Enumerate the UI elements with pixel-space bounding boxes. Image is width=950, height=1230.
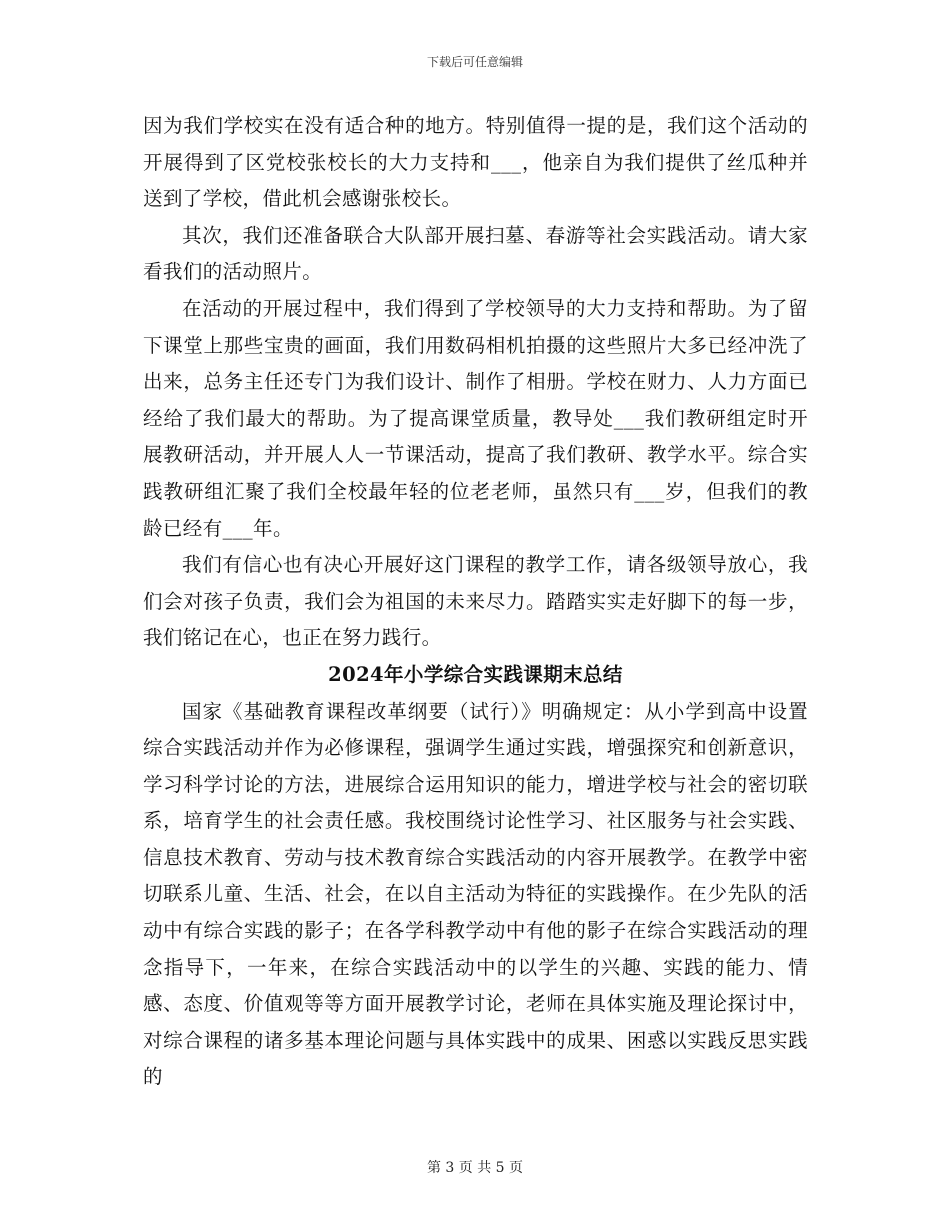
paragraph-confidence: 我们有信心也有决心开展好这门课程的教学工作，请各级领导放心，我们会对孩子负责，我们会为祖国的未来尽力。踏踏实实走好脚下的每一步，我们铭记在心，也正在努力践行。: [143, 553, 808, 650]
paragraph-continued: 因为我们学校实在没有适合种的地方。特别值得一提的是，我们这个活动的开展得到了区党校张校长的大力支持和___，他亲自为我们提供了丝瓜种并送到了学校，借此机会感谢张校长。: [143, 114, 808, 211]
paragraph-leadership-support: 在活动的开展过程中，我们得到了学校领导的大力支持和帮助。为了留下课堂上那些宝贵的画面，我们用数码相机拍摄的这些照片大多已经冲洗了出来，总务主任还专门为我们设计、制作了相册。学校在财力、人力方面已经给了我们最大的帮助。为了提高课堂质量，教导处___我们教研组定时开展教研活动，并开展人人一节课活动，提高了我们教研、教学水平。综合实践教研组汇聚了我们全校最年轻的位老老师，虽然只有___岁，但我们的教龄已经有___年。: [143, 296, 808, 540]
document-body: [143, 108, 808, 1096]
page-header: 下载后可任意编辑: [426, 55, 523, 69]
section-paragraph: 国家《基础教育课程改革纲要（试行）》明确规定：从小学到高中设置综合实践活动并作为必修课程，强调学生通过实践，增强探究和创新意识，学习科学讨论的方法，进展综合运用知识的能力，增进学校与社会的密切联系，培育学生的社会责任感。我校围绕讨论性学习、社区服务与社会实践、信息技术教育、劳动与技术教育综合实践活动的内容开展教学。在教学中密切联系儿童、生活、社会，在以自主活动为特征的实践操作。在少先队的活动中有综合实践的影子；在各学科教学动中有他的影子在综合实践活动的理念指导下，一年来，在综合实践活动中的以学生的兴趣、实践的能力、情感、态度、价值观等等方面开展教学讨论，老师在具体实施及理论探讨中，对综合课程的诸多基本理论问题与具体实践中的成果、困惑以实践反思实践的: [143, 699, 808, 1089]
section-title: 2024年小学综合实践课期末总结: [328, 662, 623, 686]
paragraph-social-activities: 其次，我们还准备联合大队部开展扫墓、春游等社会实践活动。请大家看我们的活动照片。: [143, 223, 808, 284]
page-number-footer: 第 3 页 共 5 页: [426, 1160, 524, 1176]
